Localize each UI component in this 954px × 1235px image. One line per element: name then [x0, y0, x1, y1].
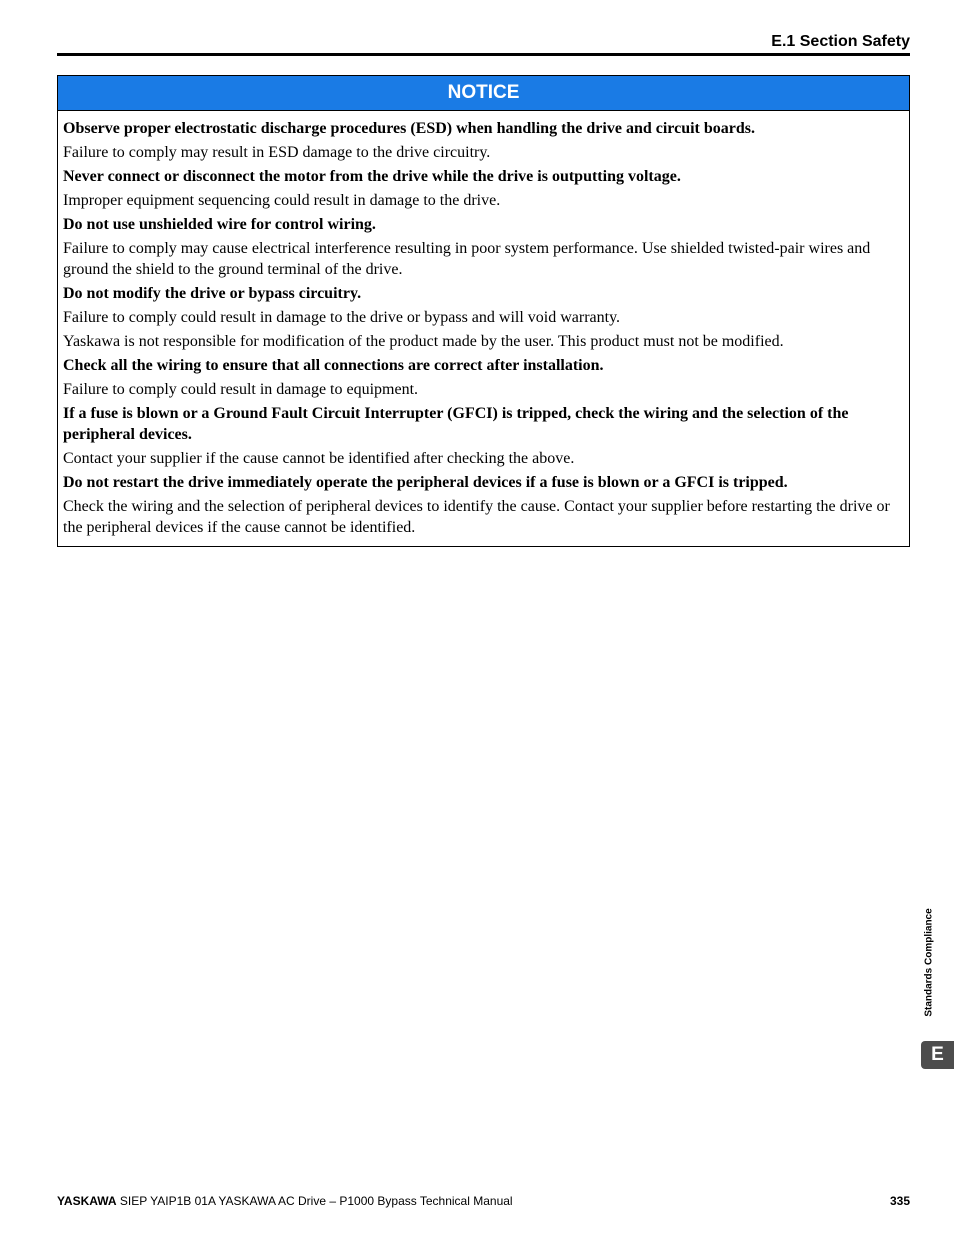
notice-text: Yaskawa is not responsible for modification of the product made by the user. This product must not be modified.: [63, 333, 784, 350]
notice-text: Failure to comply could result in damage to equipment.: [63, 381, 419, 398]
notice-heading: Do not restart the drive immediately operate the peripheral devices if a fuse is blown or a GFCI is tripped.: [63, 474, 788, 491]
notice-text: Contact your supplier if the cause cannot be identified after checking the above.: [63, 450, 575, 467]
side-section-label: [922, 898, 936, 1026]
notice-heading: Check all the wiring to ensure that all connections are correct after installation.: [63, 357, 604, 374]
notice-text: Improper equipment sequencing could result in damage to the drive.: [63, 192, 501, 209]
section-title: E.1 Section Safety: [771, 33, 910, 50]
notice-heading: If a fuse is blown or a Ground Fault Circuit Interrupter (GFCI) is tripped, check the wiring and the selection of the peripheral devices.: [63, 405, 849, 443]
notice-box: [57, 75, 910, 547]
chapter-tab: E: [921, 1041, 954, 1069]
side-section-label-text: Standards Compliance: [923, 907, 935, 1017]
notice-heading: Do not modify the drive or bypass circuitry.: [63, 285, 362, 302]
notice-text: Failure to comply could result in damage to the drive or bypass and will void warranty.: [63, 309, 621, 326]
notice-heading: Never connect or disconnect the motor from the drive while the drive is outputting voltage.: [63, 168, 681, 185]
header-rule: [57, 53, 910, 56]
footer-doc-title: SIEP YAIP1B 01A YASKAWA AC Drive – P1000 Bypass Technical Manual: [116, 1194, 513, 1208]
notice-text: Failure to comply may result in ESD damage to the drive circuitry.: [63, 144, 491, 161]
notice-heading: Do not use unshielded wire for control wiring.: [63, 216, 376, 233]
footer: [57, 1194, 910, 1208]
page-number: 335: [889, 1194, 910, 1208]
notice-banner: NOTICE: [58, 76, 909, 111]
notice-text: Check the wiring and the selection of peripheral devices to identify the cause. Contact your supplier before restarting the drive or the peripheral devices if the cause cannot be identified.: [63, 498, 890, 536]
notice-body: [58, 111, 909, 546]
footer-brand: YASKAWA: [57, 1194, 117, 1208]
notice-heading: Observe proper electrostatic discharge procedures (ESD) when handling the drive and circuit boards.: [63, 120, 755, 137]
footer-doc-info: [57, 1194, 513, 1208]
notice-text: Failure to comply may cause electrical interference resulting in poor system performance. Use shielded twisted-pair wires and ground the shield to the ground terminal of the drive.: [63, 240, 871, 278]
